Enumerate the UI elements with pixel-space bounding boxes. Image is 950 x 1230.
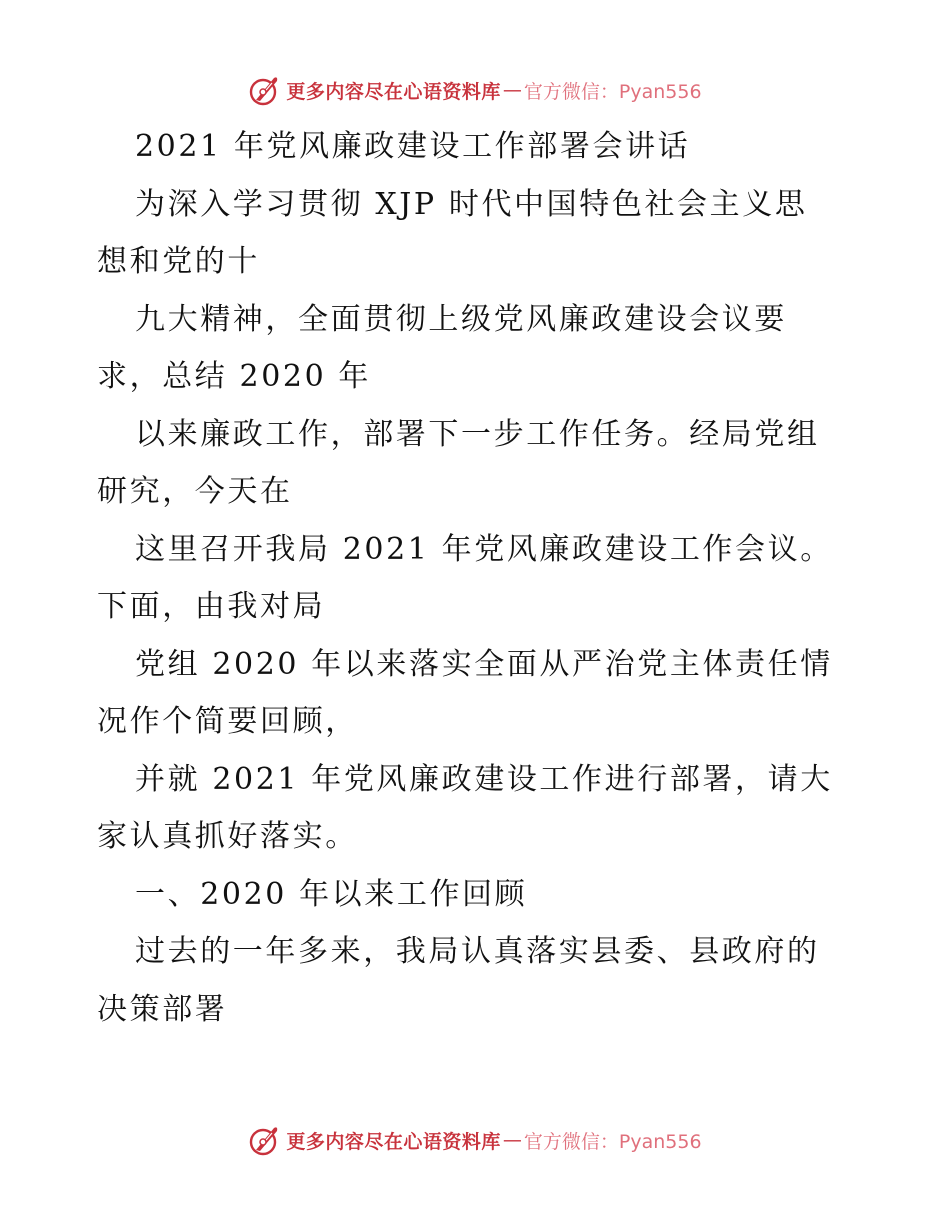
text-line: 研究，今天在 <box>97 474 293 509</box>
banner-wechat-text: 官方微信：Pyan556 <box>523 80 702 103</box>
text-line: 党组 2020 年以来落实全面从严治党主体责任情 <box>135 646 833 682</box>
banner-separator: — <box>502 1129 522 1151</box>
text-line: 并就 2021 年党风廉政建设工作进行部署，请大 <box>135 761 833 797</box>
document-body <box>97 118 857 1038</box>
quill-pen-circle-icon <box>248 1123 282 1157</box>
footer-banner <box>0 1120 950 1160</box>
text-line: 况作个简要回顾， <box>97 704 358 739</box>
text-line: 想和党的十 <box>97 244 260 279</box>
banner-wechat-text: 官方微信：Pyan556 <box>523 1130 702 1153</box>
banner-site-text: 更多内容尽在心语资料库 <box>286 1130 501 1153</box>
text-line: 家认真抓好落实。 <box>97 819 358 854</box>
text-line: 下面，由我对局 <box>97 589 326 624</box>
text-line: 九大精神，全面贯彻上级党风廉政建设会议要 <box>135 301 787 337</box>
text-line: 决策部署 <box>97 991 228 1027</box>
text-line: 为深入学习贯彻 XJP 时代中国特色社会主义思 <box>135 186 808 222</box>
quill-pen-circle-icon <box>248 73 282 107</box>
text-line: 2021 年党风廉政建设工作部署会讲话 <box>135 129 691 164</box>
banner-separator: — <box>502 79 522 101</box>
text-line: 一、2020 年以来工作回顾 <box>135 876 528 912</box>
banner-site-text: 更多内容尽在心语资料库 <box>286 80 501 103</box>
text-line: 以来廉政工作，部署下一步工作任务。经局党组 <box>135 416 820 452</box>
header-banner <box>0 70 950 110</box>
text-line: 过去的一年多来，我局认真落实县委、县政府的 <box>135 934 820 969</box>
text-line: 这里召开我局 2021 年党风廉政建设工作会议。 <box>135 531 833 567</box>
text-line: 求，总结 2020 年 <box>97 359 372 394</box>
